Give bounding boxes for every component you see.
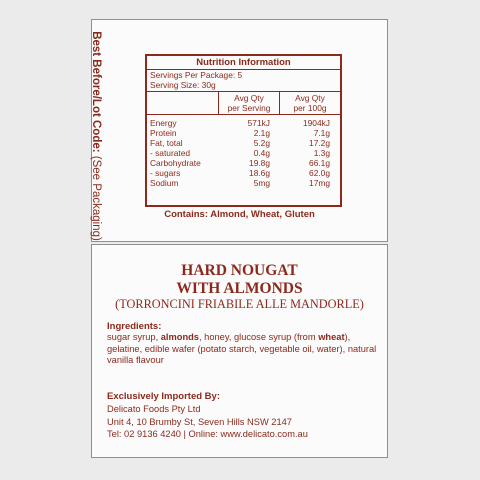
per-serving-value: 19.8g (249, 158, 270, 168)
per-100g-value: 17.2g (309, 138, 330, 148)
per-100g-value: 17mg (309, 178, 330, 188)
best-before-note: (See Packaging) (90, 152, 102, 241)
per-serving-value: 0.4g (253, 148, 270, 158)
per-serving-value: 18.6g (249, 168, 270, 178)
product-title-line1: HARD NOUGAT (181, 262, 298, 279)
product-subtitle: (TORRONCINI FRIABILE ALLE MANDORLE) (115, 297, 364, 311)
nutrient-label: Sodium (150, 178, 179, 188)
per-100g-value: 66.1g (309, 158, 330, 168)
importer-name: Delicato Foods Pty Ltd (107, 404, 201, 414)
product-title-line2: WITH ALMONDS (176, 280, 303, 297)
nutrient-label: Protein (150, 128, 177, 138)
header-per-serving: per Serving (227, 103, 271, 113)
nutrition-information-table (145, 54, 342, 207)
nutrition-title: Nutrition Information (147, 56, 340, 70)
nutrient-label: Energy (150, 118, 177, 128)
per-serving-value: 5.2g (253, 138, 270, 148)
allergen-almonds: almonds (160, 332, 199, 342)
best-before-label: Best Before/Lot Code: (90, 31, 102, 153)
header-avg-qty: Avg Qty (295, 93, 325, 103)
per-serving-value: 2.1g (253, 128, 270, 138)
ingredients-text-part: ), gelatine, edible wafer (potato starch, vegetable oil, water), natural vanilla flavour (107, 332, 377, 365)
nutrient-label: - sugars (150, 168, 181, 178)
per-serving-value: 571kJ (247, 118, 270, 128)
nutrition-column-headers (147, 92, 340, 115)
nutrient-label: Carbohydrate (150, 158, 201, 168)
ingredients-list (107, 332, 382, 367)
per-100g-value: 7.1g (313, 128, 330, 138)
importer-address: Unit 4, 10 Brumby St, Seven Hills NSW 2147 (107, 416, 292, 427)
nutrient-label: - saturated (150, 148, 191, 158)
header-per-100g: per 100g (293, 103, 327, 113)
per-100g-value: 1.3g (313, 148, 330, 158)
per-serving-header (218, 92, 279, 114)
per-100g-header (279, 92, 340, 114)
header-avg-qty: Avg Qty (234, 93, 264, 103)
allergen-statement: Contains: Almond, Wheat, Gluten (164, 209, 315, 220)
servings-per-package: Servings Per Package: 5 (150, 70, 243, 80)
nutrient-label: Fat, total (150, 138, 183, 148)
importer-heading: Exclusively Imported By: (107, 391, 220, 402)
importer-details (107, 403, 308, 441)
nutrition-rows (147, 115, 340, 188)
per-serving-value: 5mg (253, 178, 270, 188)
ingredients-text-part: , honey, glucose syrup (from (198, 332, 319, 342)
allergen-wheat: wheat (318, 332, 345, 342)
per-100g-value: 1904kJ (302, 118, 330, 128)
ingredients-text-part: sugar syrup, (107, 332, 161, 342)
serving-size: Serving Size: 30g (147, 80, 340, 92)
per-100g-value: 62.0g (309, 168, 330, 178)
importer-contact: Tel: 02 9136 4240 | Online: www.delicato.com.au (107, 429, 308, 439)
ingredients-heading: Ingredients: (107, 321, 162, 332)
